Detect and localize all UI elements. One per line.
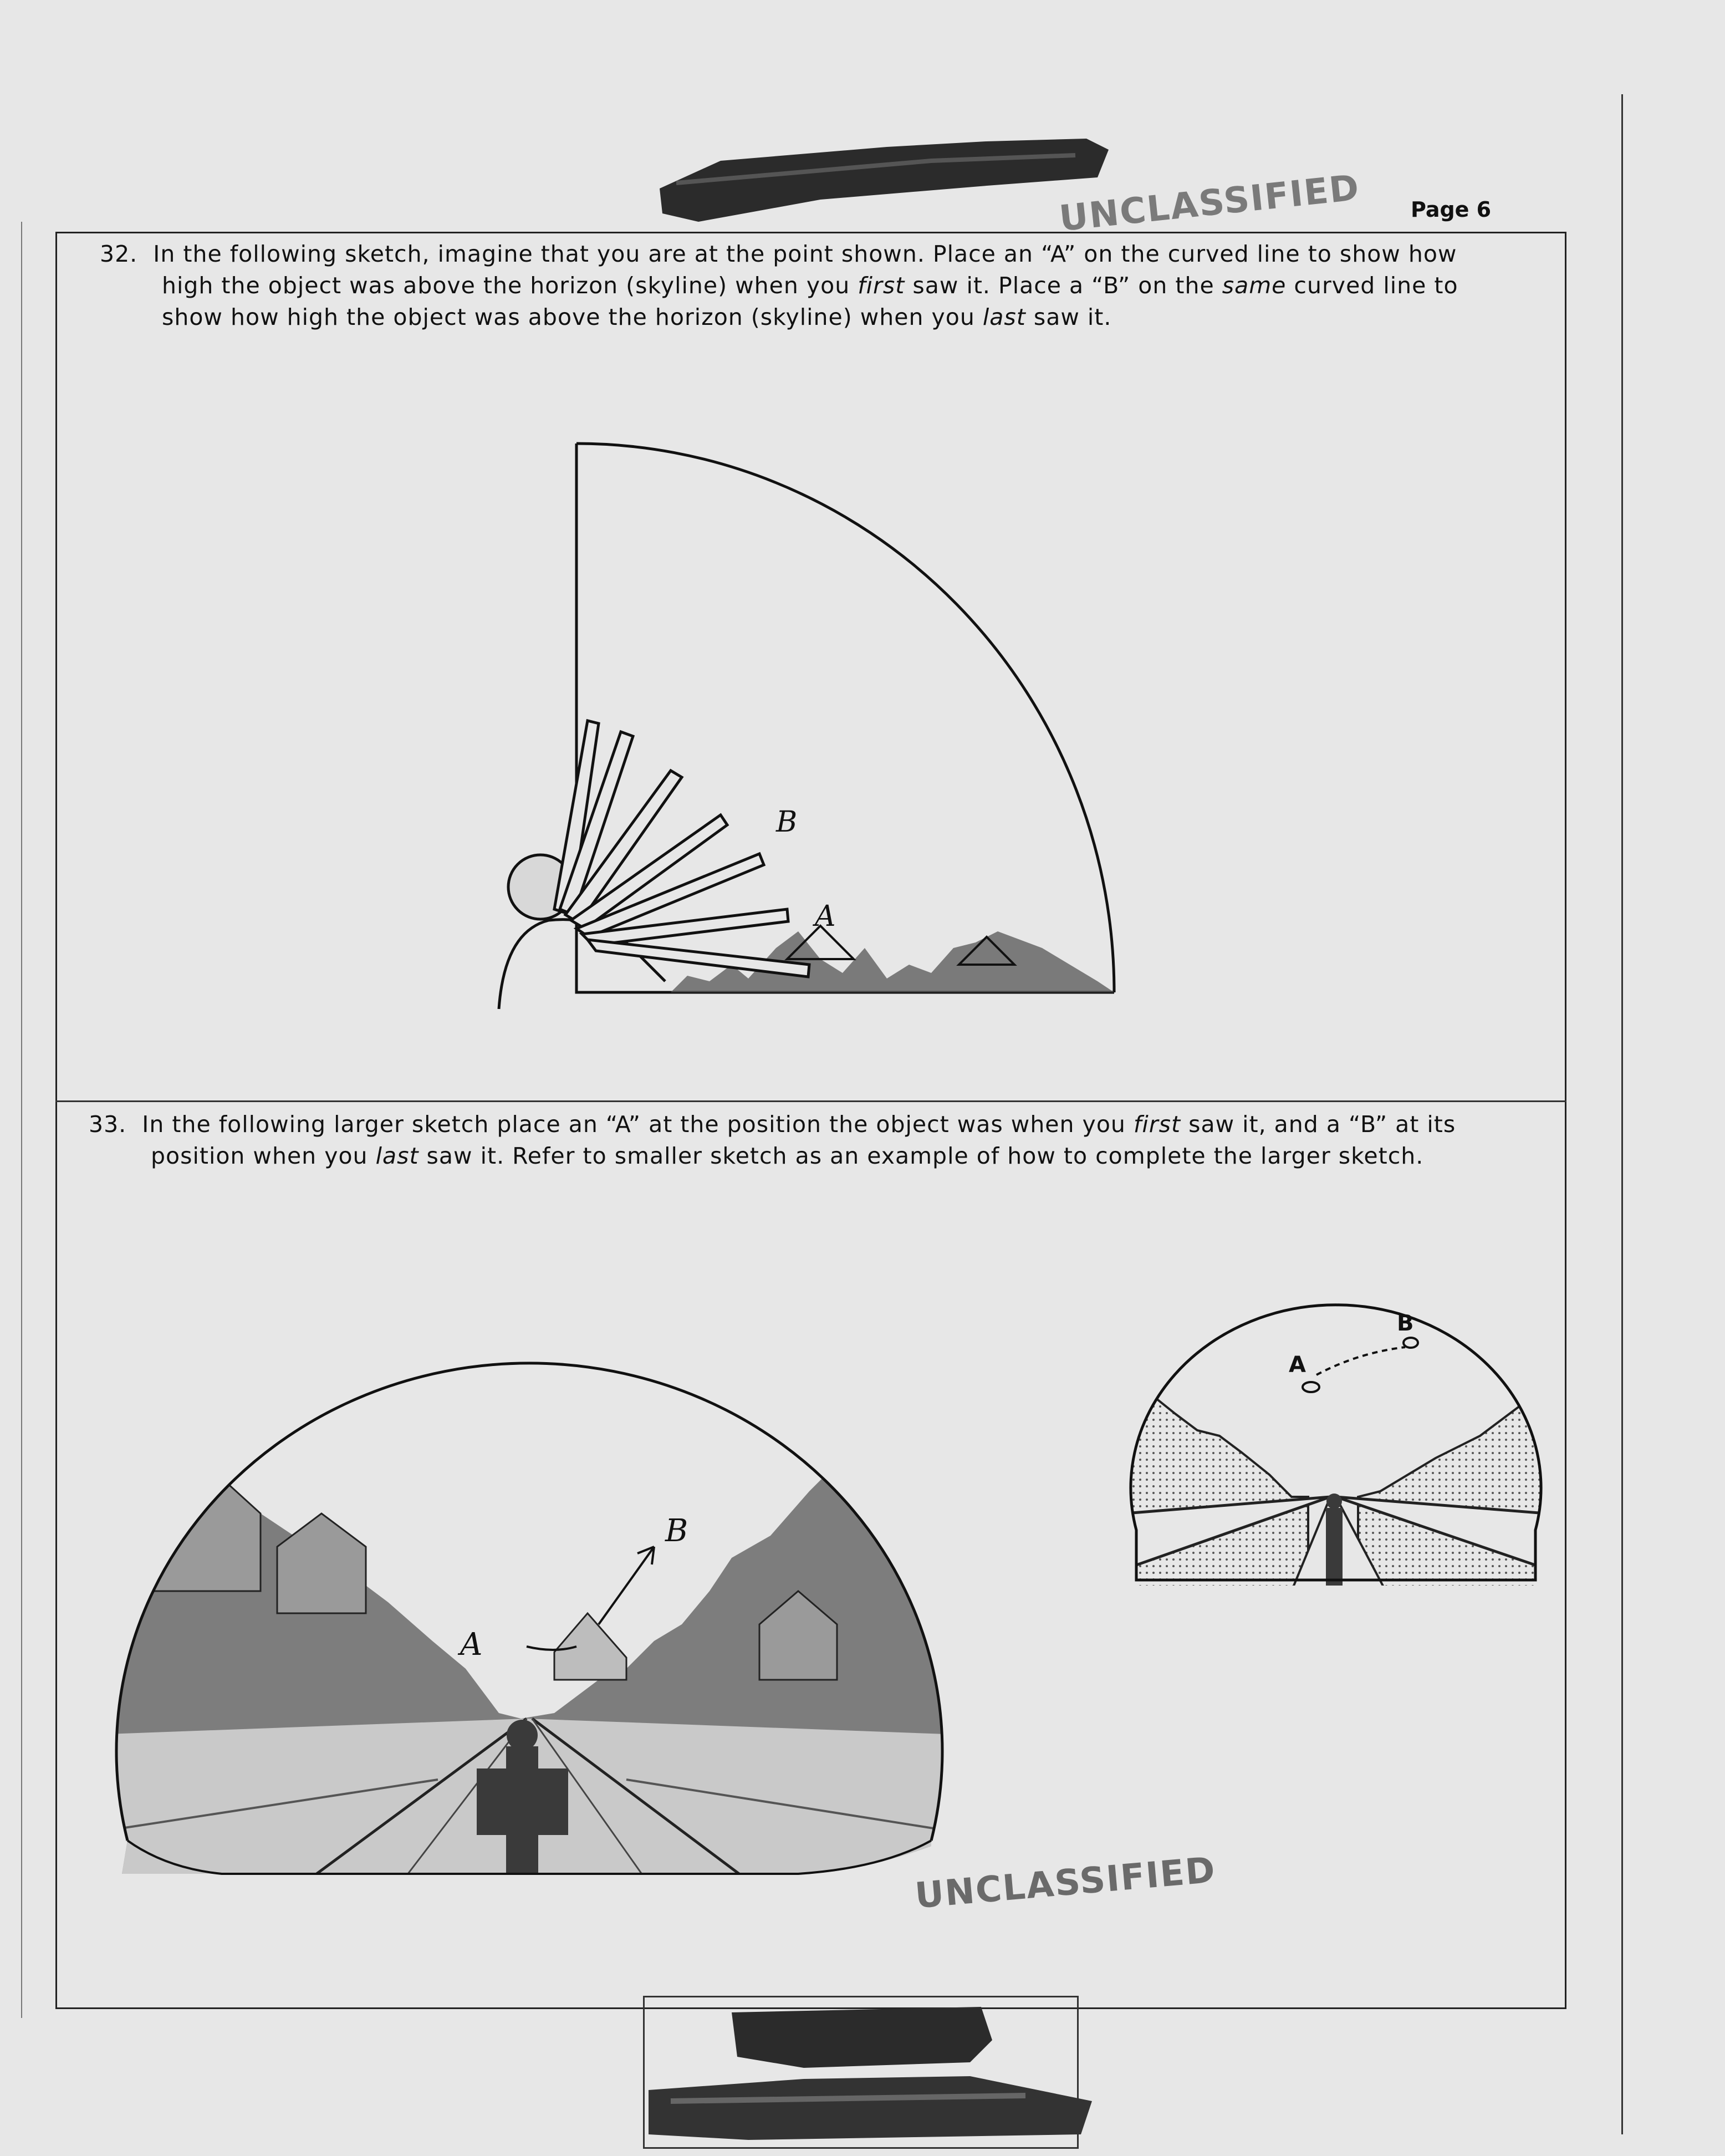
q32-mark-a: A [815,900,836,933]
q32-line2b: saw it. Place a “B” on the [905,272,1222,299]
q33-first-emphasis: first [1133,1111,1181,1138]
q32-first-emphasis: first [858,272,905,299]
q33-last-emphasis: last [375,1143,419,1169]
q32-last-emphasis: last [982,304,1026,330]
left-margin-line [21,222,22,2018]
small-example-sketch [1125,1292,1547,1591]
quarter-circle-sketch [488,432,1153,1020]
q32-line2a: high the object was above the horizon (skyline) when you [162,272,858,299]
q32-line2c: curved line to [1286,272,1458,299]
redaction-bottom [637,1996,1114,2151]
q32-line3b: saw it. [1025,304,1112,330]
small-sketch-mark-b: B [1397,1311,1414,1336]
question-32-text [100,238,1541,333]
q33-line2a: position when you [151,1143,376,1169]
question-33-text [89,1109,1558,1172]
large-sketch-mark-b: B [665,1513,688,1549]
right-margin-line [1621,94,1623,2134]
large-sketch-mark-a: A [460,1627,483,1663]
question-32-number: 32. [100,241,138,267]
large-street-sketch [78,1281,976,2012]
q33-line1a: In the following larger sketch place an “A” at the position the object was when you [142,1111,1134,1138]
q32-line1: In the following sketch, imagine that you are at the point shown. Place an “A” on the curved line to show how [153,241,1457,267]
q32-mark-b: B [776,806,798,839]
small-sketch-mark-a: A [1289,1352,1306,1378]
q32-same-emphasis: same [1222,272,1287,299]
unclassified-stamp-top: UNCLASSIFIED [1057,167,1362,240]
question-33-number: 33. [89,1111,127,1138]
section-divider [55,1100,1566,1102]
q33-line2b: saw it. Refer to smaller sketch as an example of how to complete the larger sketch. [419,1143,1424,1169]
q33-line1b: saw it, and a “B” at its [1181,1111,1456,1138]
page-number: Page 6 [1411,197,1492,222]
q32-line3a: show how high the object was above the horizon (skyline) when you [162,304,983,330]
unclassified-stamp-bottom: UNCLASSIFIED [913,1849,1218,1917]
